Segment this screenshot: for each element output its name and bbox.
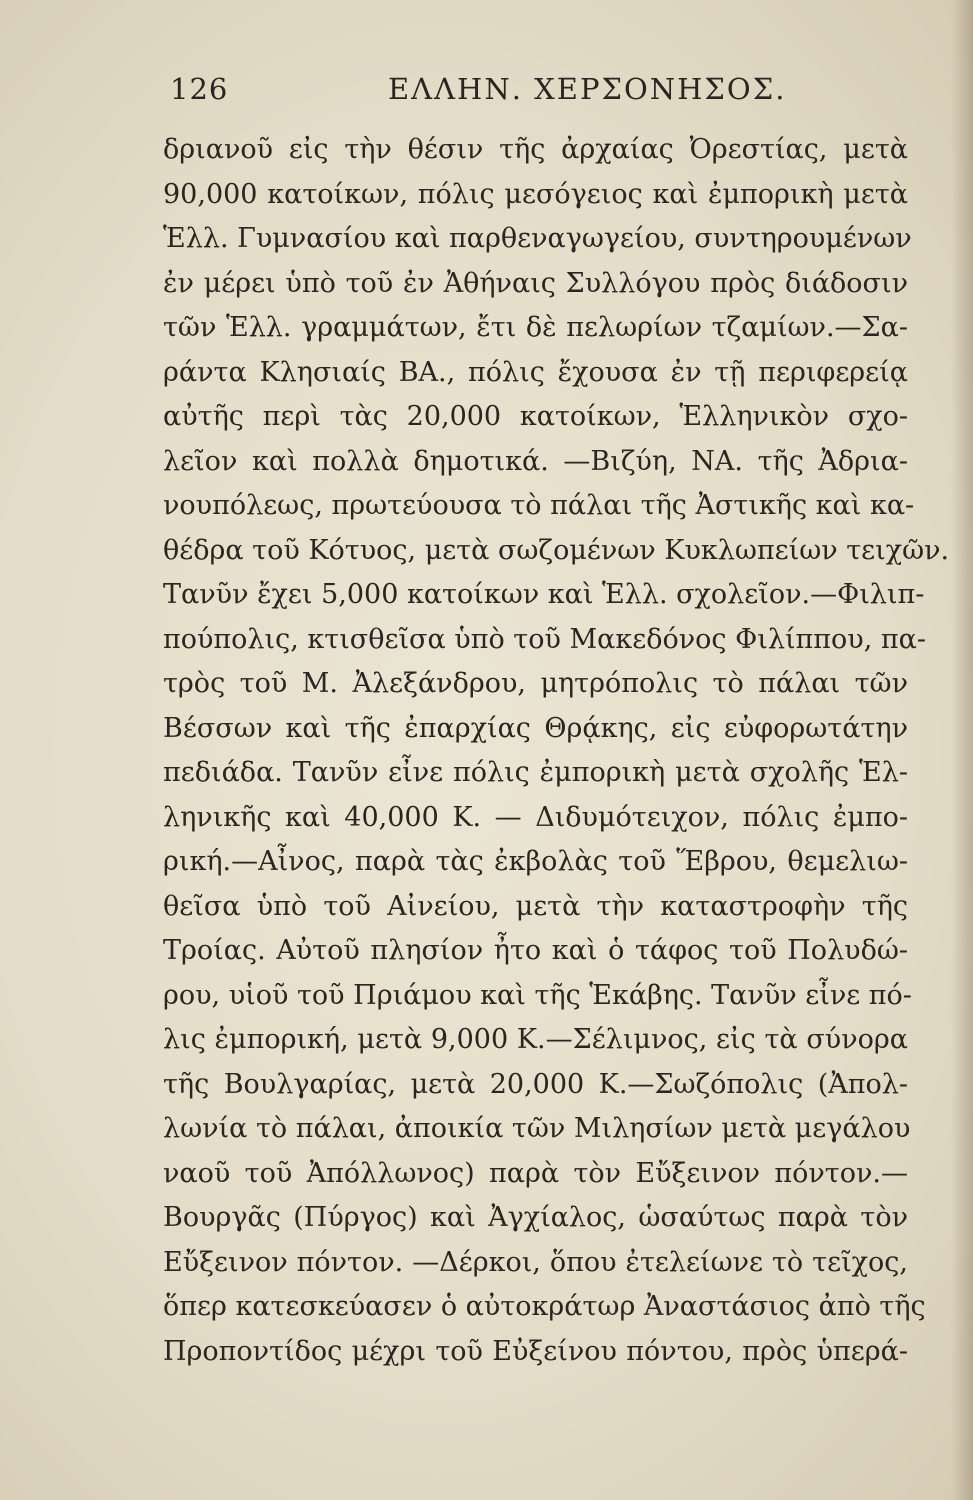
text-line: Εὔξεινον πόντον. —Δέρκοι, ὅπου ἐτελείωνε τὸ τεῖχος, [163,1246,908,1278]
text-line: ράντα Κλησιαίς ΒΑ., πόλις ἔχουσα ἐν τῇ περιφερείᾳ [163,356,908,388]
running-title: ΕΛΛΗΝ. ΧΕΡΣΟΝΗΣΟΣ. [388,72,787,106]
running-head [170,72,850,112]
text-line: Ἑλλ. Γυμνασίου καὶ παρθεναγωγείου, συντηρουμένων [163,223,912,254]
body-text [163,128,950,1374]
text-line: Τροίας. Αὐτοῦ πλησίον ἦτο καὶ ὁ τάφος τοῦ Πολυδώ- [163,935,908,966]
text-line: δριανοῦ εἰς τὴν θέσιν τῆς ἀρχαίας Ὀρεστίας, μετὰ [163,134,908,165]
text-line: ληνικῆς καὶ 40,000 Κ. — Διδυμότειχον, πόλις ἐμπο- [163,801,908,833]
text-line: τρὸς τοῦ Μ. Ἀλεξάνδρου, μητρόπολις τὸ πάλαι τῶν [163,668,908,699]
text-line: λεῖον καὶ πολλὰ δημοτικά. —Βιζύη, ΝΑ. τῆς Ἀδρια- [163,445,908,477]
text-line: ἐν μέρει ὑπὸ τοῦ ἐν Ἀθήναις Συλλόγου πρὸς διάδοσιν [163,267,908,299]
text-line: ρου, υἱοῦ τοῦ Πριάμου καὶ τῆς Ἑκάβης. Τανῦν εἶνε πό- [163,979,912,1011]
text-line: 90,000 κατοίκων, πόλις μεσόγειος καὶ ἐμπορικὴ μετὰ [163,178,908,210]
text-line: αὐτῆς περὶ τὰς 20,000 κατοίκων, Ἑλληνικὸν σχο- [163,401,908,432]
text-line: πεδιάδα. Τανῦν εἶνε πόλις ἐμπορικὴ μετὰ σχολῆς Ἑλ- [163,757,908,788]
text-line: λις ἐμπορική, μετὰ 9,000 Κ.—Σέλιμνος, εἰς τὰ σύνορα [163,1024,908,1055]
text-line: θεῖσα ὑπὸ τοῦ Αἰνείου, μετὰ τὴν καταστροφὴν τῆς [163,890,908,922]
text-line: θέδρα τοῦ Κότυος, μετὰ σωζομένων Κυκλωπείων τειχῶν. [163,534,950,566]
text-line: ρική.—Αἶνος, παρὰ τὰς ἐκβολὰς τοῦ Ἕβρου, θεμελιω- [163,846,908,877]
page-binding-shadow [951,0,973,1500]
text-line: Βουργᾶς (Πύργος) καὶ Ἀγχίαλος, ὡσαύτως παρὰ τὸν [163,1202,908,1233]
text-line: Προποντίδος μέχρι τοῦ Εὐξείνου πόντου, πρὸς ὑπερά- [163,1335,908,1367]
text-line: τῆς Βουλγαρίας, μετὰ 20,000 Κ.—Σωζόπολις (Ἀπολ- [163,1068,908,1100]
page-number: 126 [170,72,229,106]
text-line: τῶν Ἑλλ. γραμμάτων, ἔτι δὲ πελωρίων τζαμίων.—Σα- [163,312,908,343]
text-line: ναοῦ τοῦ Ἀπόλλωνος) παρὰ τὸν Εὔξεινον πόντον.— [163,1157,908,1189]
text-line: ὅπερ κατεσκεύασεν ὁ αὐτοκράτωρ Ἀναστάσιος ἀπὸ τῆς [163,1291,926,1322]
text-line: πούπολις, κτισθεῖσα ὑπὸ τοῦ Μακεδόνος Φιλίππου, πα- [163,623,926,655]
text-line: Τανῦν ἔχει 5,000 κατοίκων καὶ Ἑλλ. σχολεῖον.—Φιλιπ- [163,579,925,610]
text-line: νουπόλεως, πρωτεύουσα τὸ πάλαι τῆς Ἀστικῆς καὶ κα- [163,490,915,521]
text-line: Βέσσων καὶ τῆς ἐπαρχίας Θρᾴκης, εἰς εὐφορωτάτην [163,712,908,744]
text-line: λωνία τὸ πάλαι, ἀποικία τῶν Μιλησίων μετὰ μεγάλου [163,1113,911,1144]
